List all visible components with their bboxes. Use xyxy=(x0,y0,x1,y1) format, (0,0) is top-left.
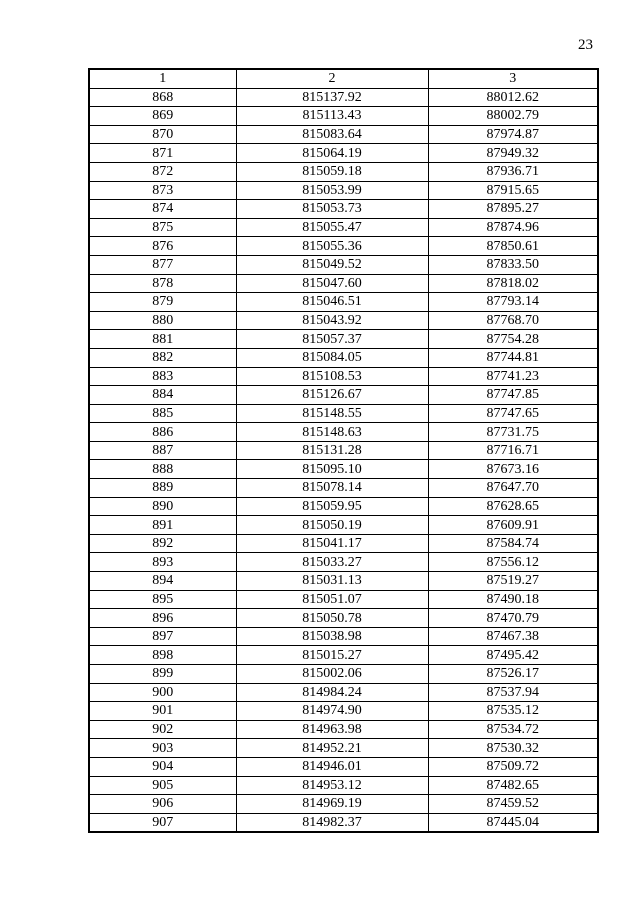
y-coordinate-cell: 87833.50 xyxy=(428,255,598,274)
y-coordinate-cell: 87754.28 xyxy=(428,330,598,349)
x-coordinate-cell: 815055.36 xyxy=(236,237,428,256)
table-row xyxy=(89,367,598,386)
y-coordinate-cell: 87535.12 xyxy=(428,702,598,721)
table-row xyxy=(89,237,598,256)
y-coordinate-cell: 88002.79 xyxy=(428,107,598,126)
x-coordinate-cell: 814969.19 xyxy=(236,795,428,814)
x-coordinate-cell: 815084.05 xyxy=(236,348,428,367)
point-number-cell: 876 xyxy=(89,237,236,256)
y-coordinate-cell: 87445.04 xyxy=(428,813,598,832)
point-number-cell: 898 xyxy=(89,646,236,665)
point-number-cell: 880 xyxy=(89,311,236,330)
table-row xyxy=(89,311,598,330)
y-coordinate-cell: 87741.23 xyxy=(428,367,598,386)
point-number-cell: 891 xyxy=(89,516,236,535)
table-row xyxy=(89,590,598,609)
point-number-cell: 868 xyxy=(89,88,236,107)
page-number: 23 xyxy=(578,37,593,53)
point-number-cell: 900 xyxy=(89,683,236,702)
y-coordinate-cell: 87850.61 xyxy=(428,237,598,256)
y-coordinate-cell: 87895.27 xyxy=(428,200,598,219)
x-coordinate-cell: 815078.14 xyxy=(236,479,428,498)
table-row xyxy=(89,107,598,126)
x-coordinate-cell: 815043.92 xyxy=(236,311,428,330)
y-coordinate-cell: 87768.70 xyxy=(428,311,598,330)
table-row xyxy=(89,181,598,200)
x-coordinate-cell: 815108.53 xyxy=(236,367,428,386)
point-number-cell: 877 xyxy=(89,255,236,274)
table-row xyxy=(89,497,598,516)
table-row xyxy=(89,795,598,814)
x-coordinate-cell: 815126.67 xyxy=(236,386,428,405)
table-row xyxy=(89,88,598,107)
point-number-cell: 905 xyxy=(89,776,236,795)
y-coordinate-cell: 87949.32 xyxy=(428,144,598,163)
y-coordinate-cell: 87470.79 xyxy=(428,609,598,628)
table-row xyxy=(89,423,598,442)
x-coordinate-cell: 814984.24 xyxy=(236,683,428,702)
x-coordinate-cell: 815131.28 xyxy=(236,441,428,460)
table-row xyxy=(89,274,598,293)
coordinates-table xyxy=(88,68,599,833)
table-row xyxy=(89,348,598,367)
y-coordinate-cell: 87556.12 xyxy=(428,553,598,572)
y-coordinate-cell: 87495.42 xyxy=(428,646,598,665)
point-number-cell: 892 xyxy=(89,534,236,553)
x-coordinate-cell: 815059.95 xyxy=(236,497,428,516)
point-number-cell: 881 xyxy=(89,330,236,349)
y-coordinate-cell: 87537.94 xyxy=(428,683,598,702)
y-coordinate-cell: 87628.65 xyxy=(428,497,598,516)
x-coordinate-cell: 815113.43 xyxy=(236,107,428,126)
point-number-cell: 869 xyxy=(89,107,236,126)
y-coordinate-cell: 87459.52 xyxy=(428,795,598,814)
x-coordinate-cell: 815033.27 xyxy=(236,553,428,572)
point-number-cell: 884 xyxy=(89,386,236,405)
y-coordinate-cell: 87874.96 xyxy=(428,218,598,237)
x-coordinate-cell: 815053.73 xyxy=(236,200,428,219)
table-row xyxy=(89,665,598,684)
column-header-3: 3 xyxy=(428,69,598,88)
point-number-cell: 893 xyxy=(89,553,236,572)
table-row xyxy=(89,218,598,237)
point-number-cell: 897 xyxy=(89,627,236,646)
point-number-cell: 907 xyxy=(89,813,236,832)
table-row xyxy=(89,683,598,702)
table-row xyxy=(89,739,598,758)
x-coordinate-cell: 815057.37 xyxy=(236,330,428,349)
x-coordinate-cell: 815015.27 xyxy=(236,646,428,665)
x-coordinate-cell: 815038.98 xyxy=(236,627,428,646)
table-row xyxy=(89,200,598,219)
point-number-cell: 899 xyxy=(89,665,236,684)
y-coordinate-cell: 87793.14 xyxy=(428,293,598,312)
table-row xyxy=(89,330,598,349)
y-coordinate-cell: 87530.32 xyxy=(428,739,598,758)
y-coordinate-cell: 87731.75 xyxy=(428,423,598,442)
table-row xyxy=(89,534,598,553)
y-coordinate-cell: 87936.71 xyxy=(428,162,598,181)
x-coordinate-cell: 815148.63 xyxy=(236,423,428,442)
y-coordinate-cell: 87744.81 xyxy=(428,348,598,367)
y-coordinate-cell: 87647.70 xyxy=(428,479,598,498)
point-number-cell: 871 xyxy=(89,144,236,163)
x-coordinate-cell: 815064.19 xyxy=(236,144,428,163)
y-coordinate-cell: 87584.74 xyxy=(428,534,598,553)
table-row xyxy=(89,441,598,460)
column-header-1: 1 xyxy=(89,69,236,88)
x-coordinate-cell: 814974.90 xyxy=(236,702,428,721)
point-number-cell: 895 xyxy=(89,590,236,609)
point-number-cell: 889 xyxy=(89,479,236,498)
y-coordinate-cell: 87482.65 xyxy=(428,776,598,795)
table-row xyxy=(89,162,598,181)
point-number-cell: 896 xyxy=(89,609,236,628)
y-coordinate-cell: 87609.91 xyxy=(428,516,598,535)
y-coordinate-cell: 87915.65 xyxy=(428,181,598,200)
x-coordinate-cell: 815041.17 xyxy=(236,534,428,553)
table-row xyxy=(89,646,598,665)
table-row xyxy=(89,572,598,591)
x-coordinate-cell: 815053.99 xyxy=(236,181,428,200)
point-number-cell: 874 xyxy=(89,200,236,219)
x-coordinate-cell: 815083.64 xyxy=(236,125,428,144)
y-coordinate-cell: 87519.27 xyxy=(428,572,598,591)
table-row xyxy=(89,404,598,423)
table-row xyxy=(89,609,598,628)
x-coordinate-cell: 815095.10 xyxy=(236,460,428,479)
table-row xyxy=(89,516,598,535)
point-number-cell: 902 xyxy=(89,720,236,739)
x-coordinate-cell: 815046.51 xyxy=(236,293,428,312)
point-number-cell: 888 xyxy=(89,460,236,479)
point-number-cell: 886 xyxy=(89,423,236,442)
y-coordinate-cell: 87747.85 xyxy=(428,386,598,405)
table-row xyxy=(89,460,598,479)
point-number-cell: 901 xyxy=(89,702,236,721)
table-row xyxy=(89,720,598,739)
y-coordinate-cell: 87747.65 xyxy=(428,404,598,423)
x-coordinate-cell: 815050.19 xyxy=(236,516,428,535)
point-number-cell: 872 xyxy=(89,162,236,181)
point-number-cell: 870 xyxy=(89,125,236,144)
point-number-cell: 873 xyxy=(89,181,236,200)
x-coordinate-cell: 815049.52 xyxy=(236,255,428,274)
point-number-cell: 906 xyxy=(89,795,236,814)
table-row xyxy=(89,479,598,498)
point-number-cell: 875 xyxy=(89,218,236,237)
x-coordinate-cell: 814946.01 xyxy=(236,757,428,776)
point-number-cell: 882 xyxy=(89,348,236,367)
y-coordinate-cell: 87673.16 xyxy=(428,460,598,479)
table-row xyxy=(89,125,598,144)
column-header-2: 2 xyxy=(236,69,428,88)
point-number-cell: 903 xyxy=(89,739,236,758)
point-number-cell: 885 xyxy=(89,404,236,423)
table-row xyxy=(89,293,598,312)
y-coordinate-cell: 87818.02 xyxy=(428,274,598,293)
y-coordinate-cell: 87490.18 xyxy=(428,590,598,609)
x-coordinate-cell: 814982.37 xyxy=(236,813,428,832)
table-row xyxy=(89,627,598,646)
x-coordinate-cell: 815137.92 xyxy=(236,88,428,107)
y-coordinate-cell: 87716.71 xyxy=(428,441,598,460)
x-coordinate-cell: 814963.98 xyxy=(236,720,428,739)
point-number-cell: 887 xyxy=(89,441,236,460)
x-coordinate-cell: 815031.13 xyxy=(236,572,428,591)
x-coordinate-cell: 814953.12 xyxy=(236,776,428,795)
table-row xyxy=(89,144,598,163)
y-coordinate-cell: 88012.62 xyxy=(428,88,598,107)
table-row xyxy=(89,255,598,274)
y-coordinate-cell: 87526.17 xyxy=(428,665,598,684)
table-row xyxy=(89,757,598,776)
point-number-cell: 883 xyxy=(89,367,236,386)
x-coordinate-cell: 815002.06 xyxy=(236,665,428,684)
table-body xyxy=(89,88,598,832)
x-coordinate-cell: 815148.55 xyxy=(236,404,428,423)
y-coordinate-cell: 87534.72 xyxy=(428,720,598,739)
x-coordinate-cell: 815050.78 xyxy=(236,609,428,628)
x-coordinate-cell: 815047.60 xyxy=(236,274,428,293)
x-coordinate-cell: 814952.21 xyxy=(236,739,428,758)
table-row xyxy=(89,386,598,405)
y-coordinate-cell: 87467.38 xyxy=(428,627,598,646)
x-coordinate-cell: 815059.18 xyxy=(236,162,428,181)
point-number-cell: 890 xyxy=(89,497,236,516)
table-row xyxy=(89,813,598,832)
point-number-cell: 904 xyxy=(89,757,236,776)
x-coordinate-cell: 815055.47 xyxy=(236,218,428,237)
point-number-cell: 879 xyxy=(89,293,236,312)
table-row xyxy=(89,776,598,795)
table-row xyxy=(89,553,598,572)
point-number-cell: 894 xyxy=(89,572,236,591)
y-coordinate-cell: 87974.87 xyxy=(428,125,598,144)
x-coordinate-cell: 815051.07 xyxy=(236,590,428,609)
point-number-cell: 878 xyxy=(89,274,236,293)
table-row xyxy=(89,702,598,721)
table-header xyxy=(89,69,598,88)
header-row xyxy=(89,69,598,88)
y-coordinate-cell: 87509.72 xyxy=(428,757,598,776)
